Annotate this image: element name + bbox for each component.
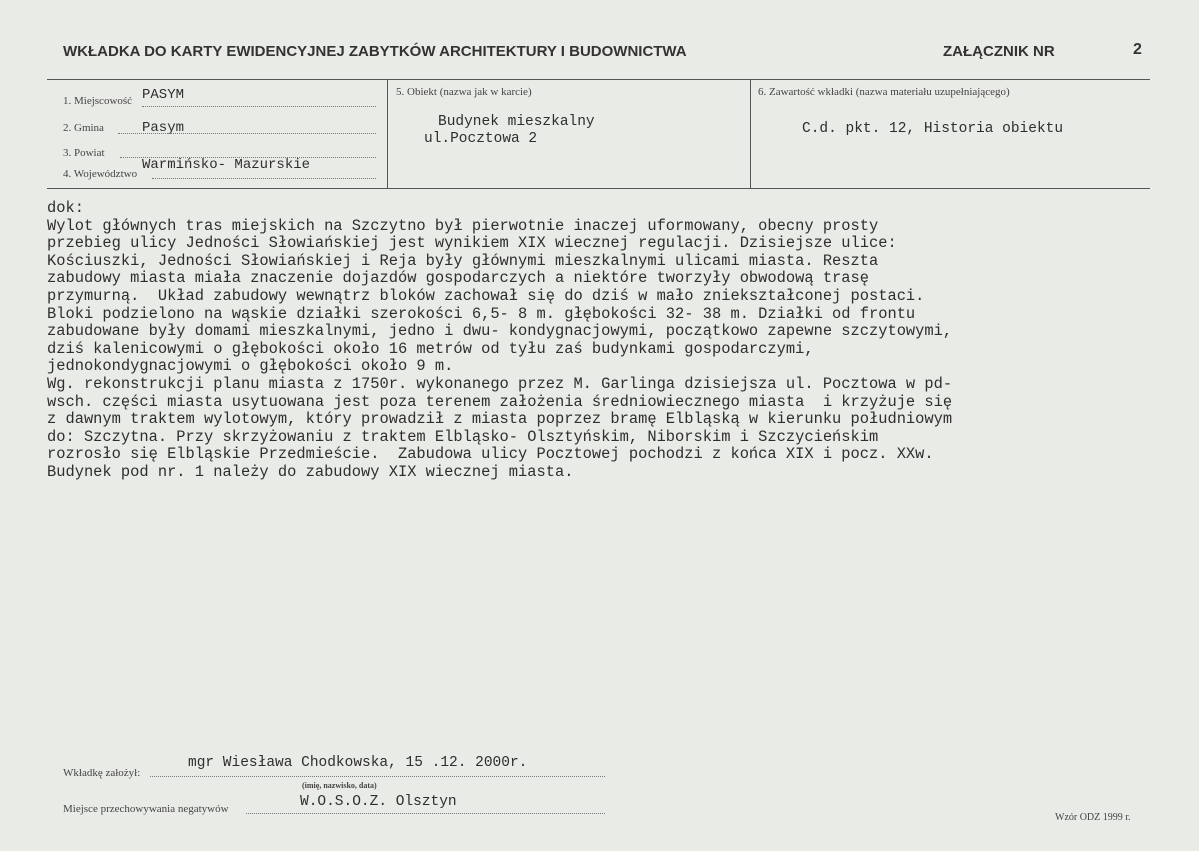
text-line: Wylot głównych tras miejskich na Szczytno był pierwotnie inaczej uformowany, obecny prosty [47, 216, 879, 235]
text-line: dziś kalenicowymi o głębokości około 16 metrów od tyłu zaś budynkami gospodarczymi, [47, 339, 814, 358]
author-value: mgr Wiesława Chodkowska, 15 .12. 2000r. [188, 755, 528, 771]
text-line: Kościuszki, Jedności Słowiańskiej i Reja były głównymi mieszkalnymi ulicami miasta. Reszta [47, 251, 879, 270]
text-line: do: Szczytna. Przy skrzyżowaniu z traktem Elbląsko- Olsztyńskim, Niborskim i Szczycieńskim [47, 427, 879, 446]
text-line: przymurną. Układ zabudowy wewnątrz bloków zachował się do dziś w mało zniekształconej postaci. [47, 286, 925, 305]
text-line: wsch. części miasta usytuowana jest poza terenem założenia średniowiecznego miasta i krzyżuje się [47, 392, 953, 411]
author-hint: (imię, nazwisko, data) [302, 781, 377, 790]
text-line: Wg. rekonstrukcji planu miasta z 1750r. wykonanego przez M. Garlinga dzisiejsza ul. Pocztowa w pd- [47, 374, 953, 393]
contents-label: 6. Zawartość wkładki (nazwa materiału uzupełniającego) [758, 86, 1010, 98]
miejscowosc-value: PASYM [142, 87, 185, 103]
miejscowosc-label: 1. Miejscowość [63, 95, 133, 107]
text-line: przebieg ulicy Jedności Słowiańskiej jest wynikiem XIX wiecznej regulacji. Dzisiejsze ulice: [47, 234, 897, 253]
wojewodztwo-value: Warmińsko- Mazurskie [142, 157, 311, 173]
form-code: Wzór ODZ 1999 r. [1055, 812, 1131, 823]
author-label: Wkładkę założył: [63, 767, 141, 779]
negatives-label: Miejsce przechowywania negatywów [63, 803, 229, 815]
object-value [424, 114, 595, 148]
box-divider-2 [750, 79, 751, 188]
object-line-2: ul.Pocztowa 2 [424, 131, 538, 147]
history-text [47, 200, 1157, 482]
gmina-line [118, 133, 376, 134]
text-line: rozrosło się Elbląskie Przedmieście. Zabudowa ulicy Pocztowej pochodzi z końca XIX i pocz. XXw. [47, 445, 934, 464]
annex-label: ZAŁĄCZNIK NR [943, 43, 1055, 60]
wojewodztwo-label: 4. Województwo [63, 168, 138, 180]
powiat-label: 3. Powiat [63, 147, 105, 159]
negatives-value: W.O.S.O.Z. Olsztyn [300, 794, 457, 810]
object-label: 5. Obiekt (nazwa jak w karcie) [396, 86, 532, 98]
author-line [150, 776, 605, 777]
contents-value: C.d. pkt. 12, Historia obiektu [802, 121, 1064, 137]
form-title: WKŁADKA DO KARTY EWIDENCYJNEJ ZABYTKÓW ARCHITEKTURY I BUDOWNICTWA [63, 43, 687, 60]
text-line: Budynek pod nr. 1 należy do zabudowy XIX wiecznej miasta. [47, 462, 574, 481]
text-line: dok: [47, 199, 84, 217]
text-line: zabudowane były domami mieszkalnymi, jedno i dwu- kondygnacjowymi, początkowo zapewne szczytowymi, [47, 322, 953, 341]
text-line: z dawnym traktem wylotowym, który prowadził z miasta poprzez bramę Elbląską w kierunku południowym [47, 410, 953, 429]
text-line: Bloki podzielono na wąskie działki szerokości 6,5- 8 m. głębokości 32- 38 m. Działki od frontu [47, 304, 916, 323]
gmina-value: Pasym [142, 120, 185, 136]
object-line-1: Budynek mieszkalny [438, 114, 595, 130]
box-divider-1 [387, 79, 388, 188]
text-line: jednokondygnacjowymi o głębokości około 9 m. [47, 357, 454, 376]
miejscowosc-line [142, 106, 376, 107]
annex-number: 2 [1133, 41, 1142, 58]
text-line: zabudowy miasta miała znaczenie dojazdów gospodarczych a niektóre tworzyły obwodową trasę [47, 269, 869, 288]
negatives-line [246, 813, 605, 814]
gmina-label: 2. Gmina [63, 122, 104, 134]
wojewodztwo-line [152, 178, 376, 179]
